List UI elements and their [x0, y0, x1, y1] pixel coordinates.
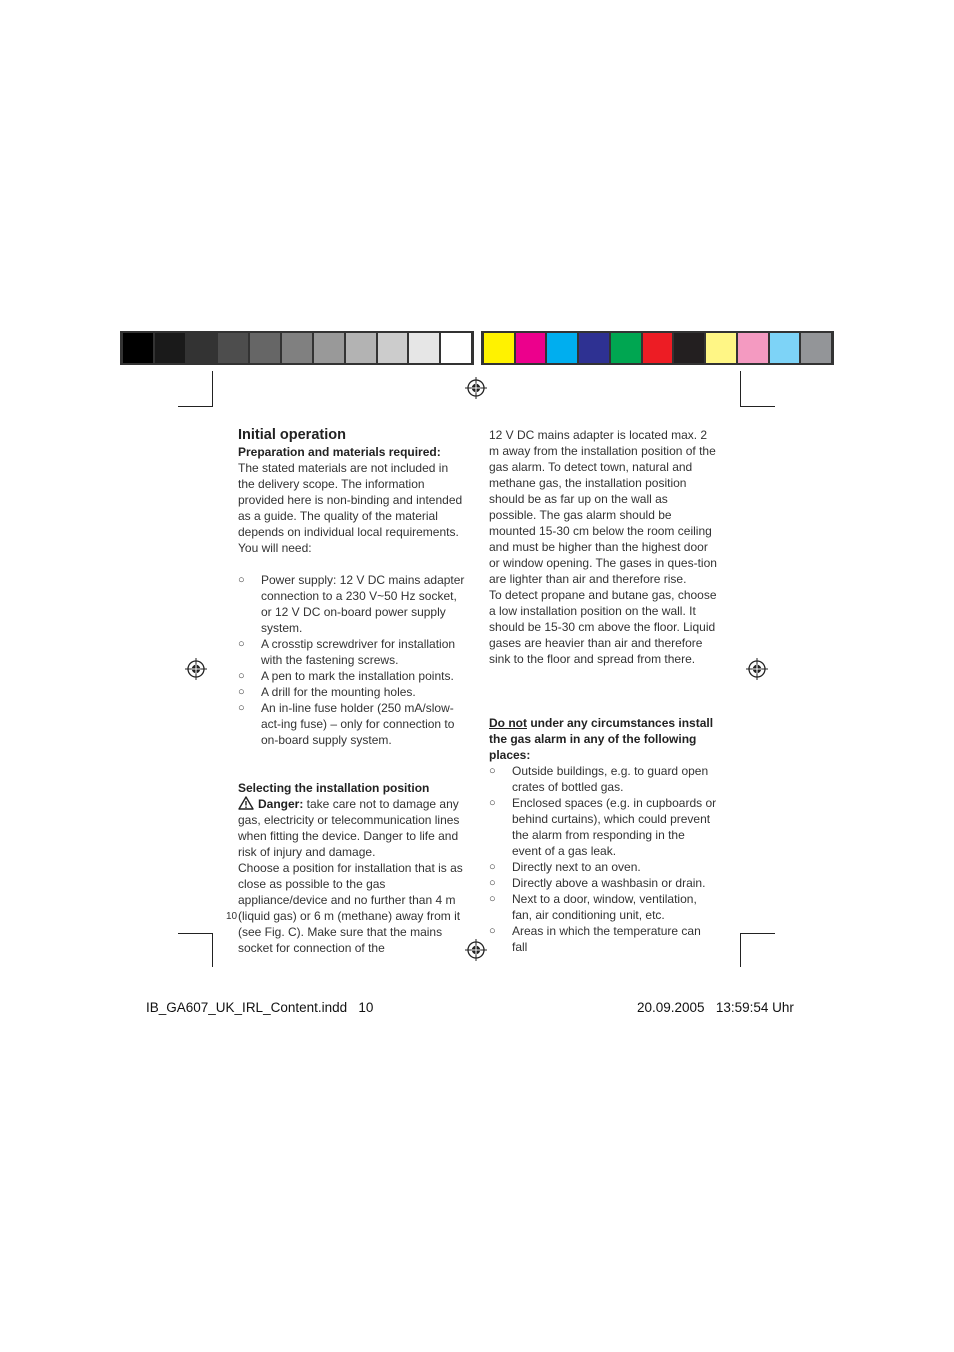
- registration-mark-icon: [746, 658, 768, 680]
- list-item-text: An in-line fuse holder (250 mA/slow-act-ing fuse) – only for connection to on-board supply system.: [261, 701, 455, 747]
- bullet-circle-icon: ○: [489, 861, 496, 873]
- process-color-bar: [481, 331, 834, 365]
- color-swatch: [441, 333, 471, 363]
- danger-label: Danger:: [258, 797, 304, 811]
- list-item-text: Directly next to an oven.: [512, 860, 641, 874]
- color-swatch: [674, 333, 704, 363]
- color-swatch: [123, 333, 153, 363]
- list-item-text: Power supply: 12 V DC mains adapter connection to a 230 V~50 Hz socket, or 12 V DC on-board power supply system.: [261, 573, 465, 635]
- warning-triangle-icon: [238, 796, 254, 810]
- bullet-circle-icon: ○: [238, 670, 245, 682]
- color-swatch: [218, 333, 248, 363]
- color-swatch: [346, 333, 376, 363]
- bullet-circle-icon: ○: [238, 686, 245, 698]
- list-item: [238, 572, 466, 636]
- list-item: [489, 891, 717, 923]
- registration-mark-icon: [185, 658, 207, 680]
- color-swatch: [409, 333, 439, 363]
- left-column: [238, 426, 466, 956]
- color-swatch: [516, 333, 546, 363]
- list-item: [489, 923, 717, 955]
- list-item-text: A crosstip screwdriver for installation with the fastening screws.: [261, 637, 456, 667]
- bullet-circle-icon: ○: [489, 877, 496, 889]
- list-item-text: Areas in which the temperature can fall: [512, 924, 701, 954]
- bullet-circle-icon: ○: [489, 765, 496, 777]
- donot-rest: under any circumstances install the gas alarm in any of the following places:: [489, 716, 714, 762]
- bullet-circle-icon: ○: [489, 797, 496, 809]
- donot-underlined: Do not: [489, 716, 527, 730]
- propane-text: To detect propane and butane gas, choose a low installation position on the wall. It should be 15-30 cm above the floor. Liquid gases are heavier than air and therefore sink to the floor and spread from there.: [489, 588, 717, 666]
- list-item-text: A pen to mark the installation points.: [261, 669, 454, 683]
- choose-text: Choose a position for installation that is as close as possible to the gas appliance/device and no further than 4 m (liquid gas) or 6 m (methane) away from it (see Fig. C). Make sure that the mains socket for connection of the: [238, 861, 463, 955]
- prep-text: The stated materials are not included in the delivery scope. The information provided here is non-binding and intended as a guide. The quality of the material depends on individual local requirements. You will need:: [238, 461, 463, 555]
- color-swatch: [643, 333, 673, 363]
- color-swatch: [611, 333, 641, 363]
- bullet-circle-icon: ○: [238, 638, 245, 650]
- list-item: [238, 700, 466, 748]
- bullet-circle-icon: ○: [238, 574, 245, 586]
- color-swatch: [282, 333, 312, 363]
- crop-mark-top-left-h: [178, 406, 213, 407]
- crop-mark-bottom-left-h: [178, 933, 213, 934]
- list-item: [489, 875, 717, 891]
- list-item-text: A drill for the mounting holes.: [261, 685, 416, 699]
- places-list: [489, 763, 717, 955]
- prep-heading: Preparation and materials required:: [238, 445, 441, 459]
- registration-mark-icon: [465, 377, 487, 399]
- list-item-text: Directly above a washbasin or drain.: [512, 876, 706, 890]
- registration-mark-icon: [465, 939, 487, 961]
- color-swatch: [547, 333, 577, 363]
- materials-list: [238, 572, 466, 748]
- list-item: [238, 668, 466, 684]
- list-item: [489, 859, 717, 875]
- crop-mark-bottom-left-v: [212, 933, 213, 967]
- danger-paragraph: [238, 796, 466, 860]
- color-swatch: [738, 333, 768, 363]
- right-column: [489, 427, 717, 955]
- crop-mark-top-left-v: [212, 371, 213, 407]
- color-swatch: [187, 333, 217, 363]
- color-swatch: [579, 333, 609, 363]
- list-item: [238, 636, 466, 668]
- crop-mark-bottom-right-v: [740, 933, 741, 967]
- crop-mark-top-right-h: [740, 406, 775, 407]
- grayscale-color-bar: [120, 331, 474, 365]
- list-item-text: Next to a door, window, ventilation, fan, air conditioning unit, etc.: [512, 892, 697, 922]
- section-title: Initial operation: [238, 427, 346, 443]
- color-swatch: [801, 333, 831, 363]
- danger-text: take care not to damage any gas, electricity or telecommunication lines when fitting the device. Danger to life and risk of injury and damage.: [238, 797, 460, 859]
- list-item: [489, 763, 717, 795]
- list-item: [489, 795, 717, 859]
- crop-mark-bottom-right-h: [740, 933, 775, 934]
- bullet-circle-icon: ○: [238, 702, 245, 714]
- footer-datetime: 20.09.2005 13:59:54 Uhr: [637, 1000, 794, 1015]
- footer-file: IB_GA607_UK_IRL_Content.indd 10: [146, 1000, 374, 1015]
- color-swatch: [706, 333, 736, 363]
- color-swatch: [250, 333, 280, 363]
- bullet-circle-icon: ○: [489, 925, 496, 937]
- page-number: 10: [226, 911, 238, 922]
- selecting-heading: Selecting the installation position: [238, 781, 430, 795]
- bullet-circle-icon: ○: [489, 893, 496, 905]
- list-item-text: Enclosed spaces (e.g. in cupboards or behind curtains), which could prevent the alarm from responding in the event of a gas leak.: [512, 796, 717, 858]
- color-swatch: [314, 333, 344, 363]
- color-swatch: [770, 333, 800, 363]
- color-swatch: [484, 333, 514, 363]
- continued-text: 12 V DC mains adapter is located max. 2 m away from the installation position of the gas alarm. To detect town, natural and methane gas, the installation position should be as far up on the wall as possible. The gas alarm should be mounted 15-30 cm below the room ceiling and must be higher than the highest door or window opening. The gases in ques-tion are lighter than air and therefore rise.: [489, 428, 717, 586]
- color-swatch: [378, 333, 408, 363]
- crop-mark-top-right-v: [740, 371, 741, 407]
- list-item: [238, 684, 466, 700]
- color-swatch: [155, 333, 185, 363]
- donot-heading: [489, 715, 717, 763]
- list-item-text: Outside buildings, e.g. to guard open crates of bottled gas.: [512, 764, 709, 794]
